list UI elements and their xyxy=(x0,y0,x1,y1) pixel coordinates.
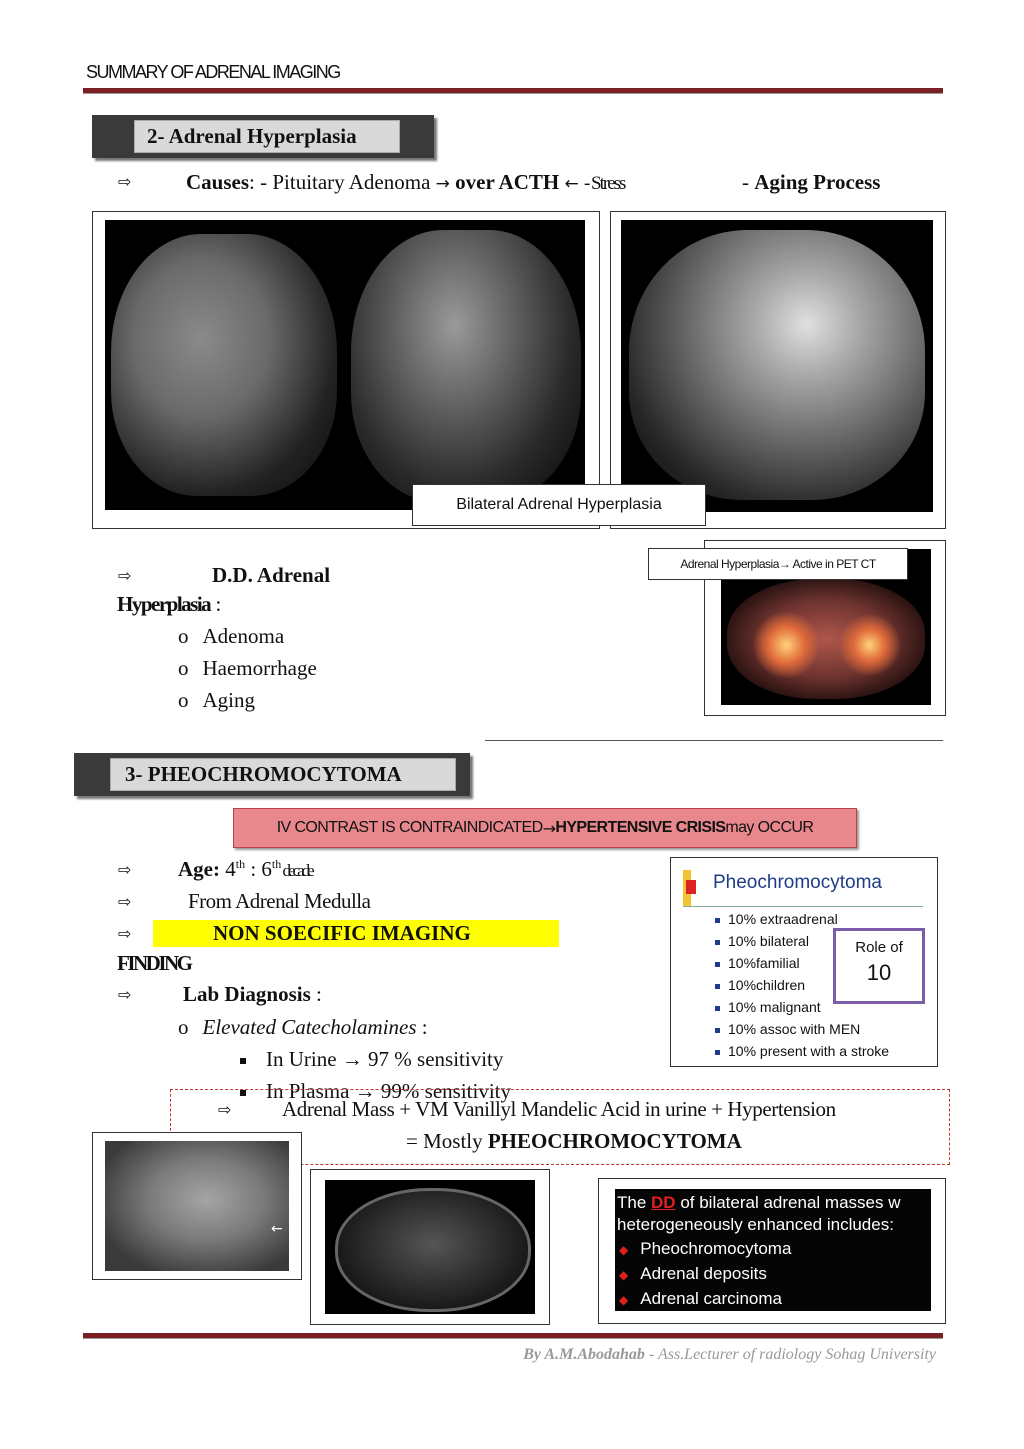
warning-hypertensive: HYPERTENSIVE CRISIS xyxy=(555,819,726,836)
causes-label: Causes xyxy=(186,170,250,194)
slide-item-text: 10% extraadrenal xyxy=(728,911,838,927)
dd-title-a: D.D. Adrenal xyxy=(212,563,331,587)
slide-item-text: 10% assoc with MEN xyxy=(728,1021,861,1037)
warning-text-a: IV CONTRAST IS CONTRAINDICATED xyxy=(276,819,543,836)
lab-label: Lab Diagnosis xyxy=(183,982,311,1006)
pheo-slide-frame xyxy=(670,857,938,1067)
dd-list-item xyxy=(178,688,255,713)
ct-figure-left-frame xyxy=(92,211,600,529)
dd-slide-item xyxy=(619,1287,931,1311)
age-sup-1: th xyxy=(235,857,246,871)
circle-bullet-icon: o xyxy=(178,624,189,648)
age-value-a: 4 xyxy=(219,857,236,881)
slide-item-text: 10% malignant xyxy=(728,999,821,1015)
formula-pheo: PHEOCHROMOCYTOMA xyxy=(487,1129,742,1153)
circle-bullet-icon: o xyxy=(178,688,189,712)
formula-line-a: Adrenal Mass + VM Vanillyl Mandelic Acid in urine + Hypertension xyxy=(282,1097,836,1121)
ct-scan-3-image xyxy=(621,220,933,512)
aging-dash: - xyxy=(742,170,755,194)
dd-slide-line-1 xyxy=(617,1193,931,1213)
dd-item-text: Adenoma xyxy=(202,624,285,648)
aging-process-line xyxy=(742,170,880,195)
causes-line xyxy=(186,170,624,195)
slide-list-item xyxy=(715,908,889,930)
age-decade: decade xyxy=(281,861,312,880)
arrow-bullet-icon: ⇨ xyxy=(118,924,132,943)
formula-prefix: = Mostly xyxy=(406,1129,488,1153)
over-acth: over ACTH xyxy=(455,170,560,194)
urine-line xyxy=(240,1047,503,1072)
lab-colon: : xyxy=(310,982,322,1006)
role-value: 10 xyxy=(866,960,892,985)
left-arrow-icon: ← xyxy=(564,174,579,194)
ct-scan-1 xyxy=(111,234,337,496)
dd-slide-item-text: Adrenal deposits xyxy=(640,1264,767,1283)
footer xyxy=(523,1346,936,1364)
dd-list-item xyxy=(178,656,317,681)
footer-rule xyxy=(83,1333,943,1339)
slide-list-item xyxy=(715,1018,889,1040)
aging-process: Aging Process xyxy=(754,170,881,194)
dd-slide-item xyxy=(619,1262,931,1287)
warning-arrow: → xyxy=(542,818,556,838)
elevated-text: Elevated Catecholamines xyxy=(202,1015,417,1039)
stress-text: - Stress xyxy=(583,173,625,194)
arrow-bullet-icon: ⇨ xyxy=(218,1100,232,1119)
nonspecific-text-b: FINDING xyxy=(117,951,191,975)
dd-title-b: Hyperplasia xyxy=(117,592,211,616)
ct-bottom-1-frame xyxy=(92,1132,302,1280)
circle-bullet-icon: o xyxy=(178,1015,189,1039)
dd-item-text: Aging xyxy=(202,688,255,712)
slide-bullet-icon xyxy=(715,1050,720,1055)
slide-item-text: 10% present with a stroke xyxy=(728,1043,890,1059)
page-header: SUMMARY OF ADRENAL IMAGING xyxy=(86,62,340,82)
ct-scan-pair-image xyxy=(105,220,585,510)
slide-bullet-icon xyxy=(715,962,720,967)
age-sup-2: th xyxy=(271,857,282,871)
elevated-line xyxy=(178,1015,428,1040)
slide-item-text: 10% bilateral xyxy=(728,933,809,949)
dd-slide-list xyxy=(619,1237,931,1311)
age-value-b: : 6 xyxy=(245,857,272,881)
mri-image xyxy=(325,1180,535,1314)
pet-caption: Adrenal Hyperplasia→ Active in PET CT xyxy=(648,548,908,580)
red-diamond-bullet-icon: ◆ xyxy=(619,1268,629,1282)
ct-figure-right-frame xyxy=(610,211,946,529)
slide-item-text: 10%children xyxy=(728,977,806,993)
age-label: Age: xyxy=(178,857,220,881)
lesion-arrow-icon: ← xyxy=(271,1221,283,1237)
red-diamond-bullet-icon: ◆ xyxy=(619,1243,629,1257)
slide-item-text: 10%familial xyxy=(728,955,800,971)
dd-item-text: Haemorrhage xyxy=(202,656,317,680)
arrow-bullet-icon: ⇨ xyxy=(118,985,132,1004)
dd-list-item xyxy=(178,624,284,649)
dd-slide-line-2: heterogeneously enhanced includes: xyxy=(617,1215,894,1234)
dd-colon: : xyxy=(210,592,222,616)
role-label: Role of xyxy=(855,939,903,956)
header-rule xyxy=(83,88,943,94)
section-2-title: 2- Adrenal Hyperplasia xyxy=(134,120,400,153)
dd-slide-dd: DD xyxy=(651,1193,676,1212)
section-2-title-box xyxy=(92,115,434,158)
ct-bottom-1-image xyxy=(105,1141,289,1271)
section-3-title: 3- PHEOCHROMOCYTOMA xyxy=(110,758,456,791)
red-diamond-bullet-icon: ◆ xyxy=(619,1293,629,1307)
mri-frame xyxy=(310,1169,550,1325)
arrow-bullet-icon: ⇨ xyxy=(118,172,132,191)
slide-bullet-icon xyxy=(715,1006,720,1011)
slide-bullet-icon xyxy=(715,940,720,945)
figure-caption-bilateral: Bilateral Adrenal Hyperplasia xyxy=(412,484,706,526)
footer-dash: - xyxy=(644,1346,658,1363)
dd-slide-the: The xyxy=(617,1193,652,1212)
slide-title-rule xyxy=(683,906,923,907)
slide-title: Pheochromocytoma xyxy=(713,872,882,893)
dd-slide-item xyxy=(619,1237,931,1262)
causes-text: : - Pituitary Adenoma xyxy=(249,170,431,194)
nonspecific-text-a: NON SOECIFIC IMAGING xyxy=(213,921,471,945)
formula-line-b xyxy=(406,1129,742,1154)
ct-scan-3 xyxy=(629,230,925,500)
slide-list-item xyxy=(715,1040,889,1062)
slide-accent-red xyxy=(686,880,696,894)
plasma-text: In Plasma → 99% sensitivity xyxy=(266,1079,511,1103)
pet-scan-body xyxy=(727,579,925,699)
divider xyxy=(485,740,943,741)
dd-slide-frame xyxy=(598,1178,946,1324)
footer-author: By A.M.Abodahab xyxy=(523,1346,645,1363)
urine-text: In Urine → 97 % sensitivity xyxy=(266,1047,504,1071)
arrow-bullet-icon: ⇨ xyxy=(118,892,132,911)
slide-bullet-icon xyxy=(715,1028,720,1033)
circle-bullet-icon: o xyxy=(178,656,189,680)
square-bullet-icon xyxy=(240,1058,246,1064)
dd-slide-text: of bilateral adrenal masses w xyxy=(675,1193,901,1212)
section-3-title-box xyxy=(74,753,470,796)
dd-slide-item-text: Adrenal carcinoma xyxy=(640,1289,782,1308)
arrow-bullet-icon: ⇨ xyxy=(118,860,132,879)
warning-text-c: may OCCUR xyxy=(725,819,814,836)
slide-bullet-icon xyxy=(715,984,720,989)
age-line xyxy=(178,857,312,882)
mri-body xyxy=(335,1188,531,1312)
footer-affiliation: Ass.Lecturer of radiology Sohag University xyxy=(657,1346,936,1363)
origin-line: From Adrenal Medulla xyxy=(188,889,371,913)
arrow-bullet-icon: ⇨ xyxy=(118,566,132,585)
role-of-10-box xyxy=(833,928,925,1004)
dd-title-b-line xyxy=(117,592,221,617)
dd-slide xyxy=(615,1189,931,1311)
lab-line xyxy=(183,982,322,1007)
ct-scan-2 xyxy=(351,230,581,502)
elevated-colon: : xyxy=(416,1015,428,1039)
dd-slide-item-text: Pheochromocytoma xyxy=(640,1239,792,1258)
slide-bullet-icon xyxy=(715,918,720,923)
contrast-warning-banner xyxy=(233,808,857,848)
right-arrow-icon: → xyxy=(435,174,450,194)
